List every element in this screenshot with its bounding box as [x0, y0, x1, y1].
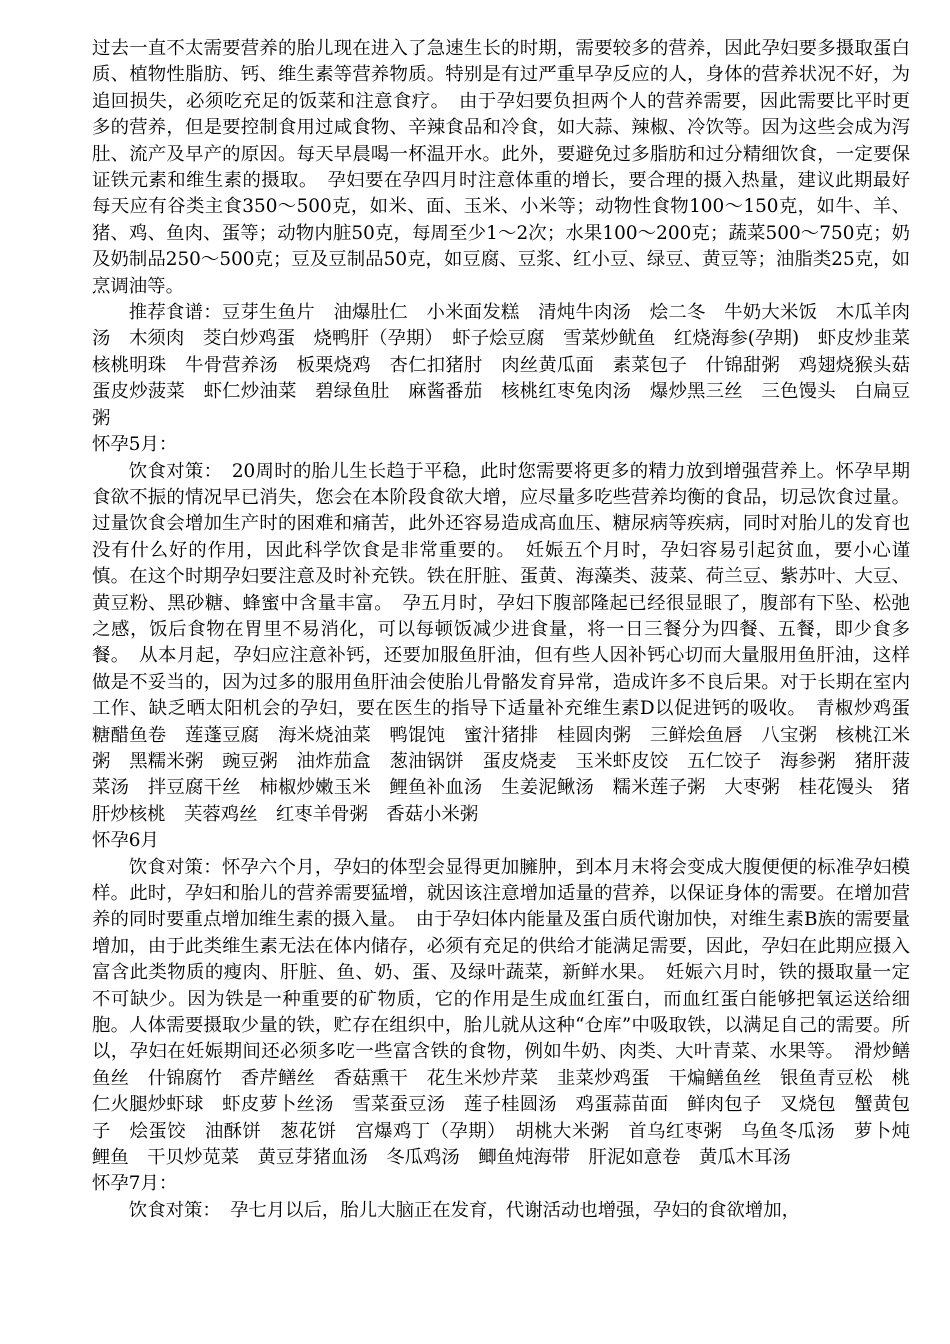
month7-heading: 怀孕7月：	[92, 1173, 178, 1195]
document-page	[92, 36, 929, 1224]
month5-diet-paragraph: 饮食对策： 20周时的胎儿生长趋于平稳，此时您需要将更多的精力放到增强营养上。怀孕早期食欲不振的情况早已消失，您会在本阶段食欲大增，应尽量多吃些营养均衡的食品，切忌饮食过量。过量饮食会增加生产时的困难和痛苦，此外还容易造成高血压、糖尿病等疾病，同时对胎儿的发育也没有什么好的作用，因此科学饮食是非常重要的。 妊娠五个月时，孕妇容易引起贫血，要小心谨慎。在这个时期孕妇要注意及时补充铁。铁在肝脏、蛋黄、海藻类、菠菜、荷兰豆、紫苏叶、大豆、黄豆粉、黑砂糖、蜂蜜中含量丰富。 孕五月时，孕妇下腹部隆起已经很显眼了，腹部有下坠、松弛之感，饭后食物在胃里不易消化，可以每顿饭减少进食量，将一日三餐分为四餐、五餐，即少食多餐。 从本月起，孕妇应注意补钙，还要加服鱼肝油，但有些人因补钙心切而大量服用鱼肝油，这样做是不妥当的，因为过多的服用鱼肝油会使胎儿骨骼发育异常，造成许多不良后果。对于长期在室内工作、缺乏晒太阳机会的孕妇，要在医生的指导下适量补充维生素D以促进钙的吸收。 青椒炒鸡蛋 糖醋鱼卷 莲蓬豆腐 海米烧油菜 鸭馄饨 蜜汁猪排 桂圆肉粥 三鲜烩鱼唇 八宝粥 核桃江米粥 黑糯米粥 豌豆粥 油炸茄盒 葱油锅饼 蛋皮烧麦 玉米虾皮饺 五仁饺子 海参粥 猪肝菠菜汤 拌豆腐干丝 柿椒炒嫩玉米 鲤鱼补血汤 生姜泥鳅汤 糯米莲子粥 大枣粥 桂花馒头 猪肝炒核桃 芙蓉鸡丝 红枣羊骨粥 香菇小米粥	[92, 460, 929, 825]
month4-recipes-paragraph: 推荐食谱：豆芽生鱼片 油爆肚仁 小米面发糕 清炖牛肉汤 烩二冬 牛奶大米饭 木瓜羊肉汤 木须肉 茭白炒鸡蛋 烧鸭肝（孕期） 虾子烩豆腐 雪菜炒鱿鱼 红烧海参(孕期) 虾皮炒韭菜 核桃明珠 牛骨营养汤 板栗烧鸡 杏仁扣猪肘 肉丝黄瓜面 素菜包子 什锦甜粥 鸡翅烧猴头菇 蛋皮炒菠菜 虾仁炒油菜 碧绿鱼肚 麻酱番茄 核桃红枣兔肉汤 爆炒黑三丝 三色馒头 白扁豆粥	[92, 302, 929, 429]
month6-heading: 怀孕6月	[92, 830, 159, 852]
month6-diet-paragraph: 饮食对策：怀孕六个月，孕妇的体型会显得更加臃肿，到本月末将会变成大腹便便的标准孕妇模样。此时，孕妇和胎儿的营养需要猛增，就因该注意增加适量的营养，以保证身体的需要。在增加营养的同时要重点增加维生素的摄入量。 由于孕妇体内能量及蛋白质代谢加快，对维生素B族的需要量增加，由于此类维生素无法在体内储存，必须有充足的供给才能满足需要，因此，孕妇在此期应摄入富含此类物质的瘦肉、肝脏、鱼、奶、蛋、及绿叶蔬菜，新鲜水果。 妊娠六月时，铁的摄取量一定不可缺少。因为铁是一种重要的矿物质，它的作用是生成血红蛋白，而血红蛋白能够把氧运送给细胞。人体需要摄取少量的铁，贮存在组织中，胎儿就从这种“仓库”中吸取铁，以满足自己的需要。所以，孕妇在妊娠期间还必须多吃一些富含铁的食物，例如牛奶、肉类、大叶青菜、水果等。 滑炒鳝鱼丝 什锦腐竹 香芹鳝丝 香菇熏干 花生米炒芹菜 韭菜炒鸡蛋 干煸鳝鱼丝 银鱼青豆松 桃仁火腿炒虾球 虾皮萝卜丝汤 雪菜蚕豆汤 莲子桂圆汤 鸡蛋蒜苗面 鲜肉包子 叉烧包 蟹黄包子 烩蛋饺 油酥饼 葱花饼 宫爆鸡丁（孕期） 胡桃大米粥 首乌红枣粥 乌鱼冬瓜汤 萝卜炖鲤鱼 干贝炒苋菜 黄豆芽猪血汤 冬瓜鸡汤 鲫鱼炖海带 肝泥如意卷 黄瓜木耳汤	[92, 856, 910, 1169]
intro-paragraph: 过去一直不太需要营养的胎儿现在进入了急速生长的时期，需要较多的营养，因此孕妇要多摄取蛋白质、植物性脂肪、钙、维生素等营养物质。特别是有过严重早孕反应的人，身体的营养状况不好，为追回损失，必须吃充足的饭菜和注意食疗。 由于孕妇要负担两个人的营养需要，因此需要比平时更多的营养，但是要控制食用过咸食物、辛辣食品和冷食，如大蒜、辣椒、冷饮等。因为这些会成为泻肚、流产及早产的原因。每天早晨喝一杯温开水。此外，要避免过多脂肪和过分精细饮食，一定要保证铁元素和维生素的摄取。 孕妇要在孕四月时注意体重的增长，要合理的摄入热量，建议此期最好每天应有谷类主食350～500克，如米、面、玉米、小米等；动物性食物100～150克，如牛、羊、猪、鸡、鱼肉、蛋等；动物内脏50克，每周至少1～2次；水果100～200克；蔬菜500～750克；奶及奶制品250～500克；豆及豆制品50克，如豆腐、豆浆、红小豆、绿豆、黄豆等；油脂类25克，如烹调油等。	[92, 38, 910, 297]
month5-heading: 怀孕5月：	[92, 434, 178, 456]
month7-diet-paragraph: 饮食对策： 孕七月以后，胎儿大脑正在发育，代谢活动也增强，孕妇的食欲增加，	[128, 1199, 801, 1221]
